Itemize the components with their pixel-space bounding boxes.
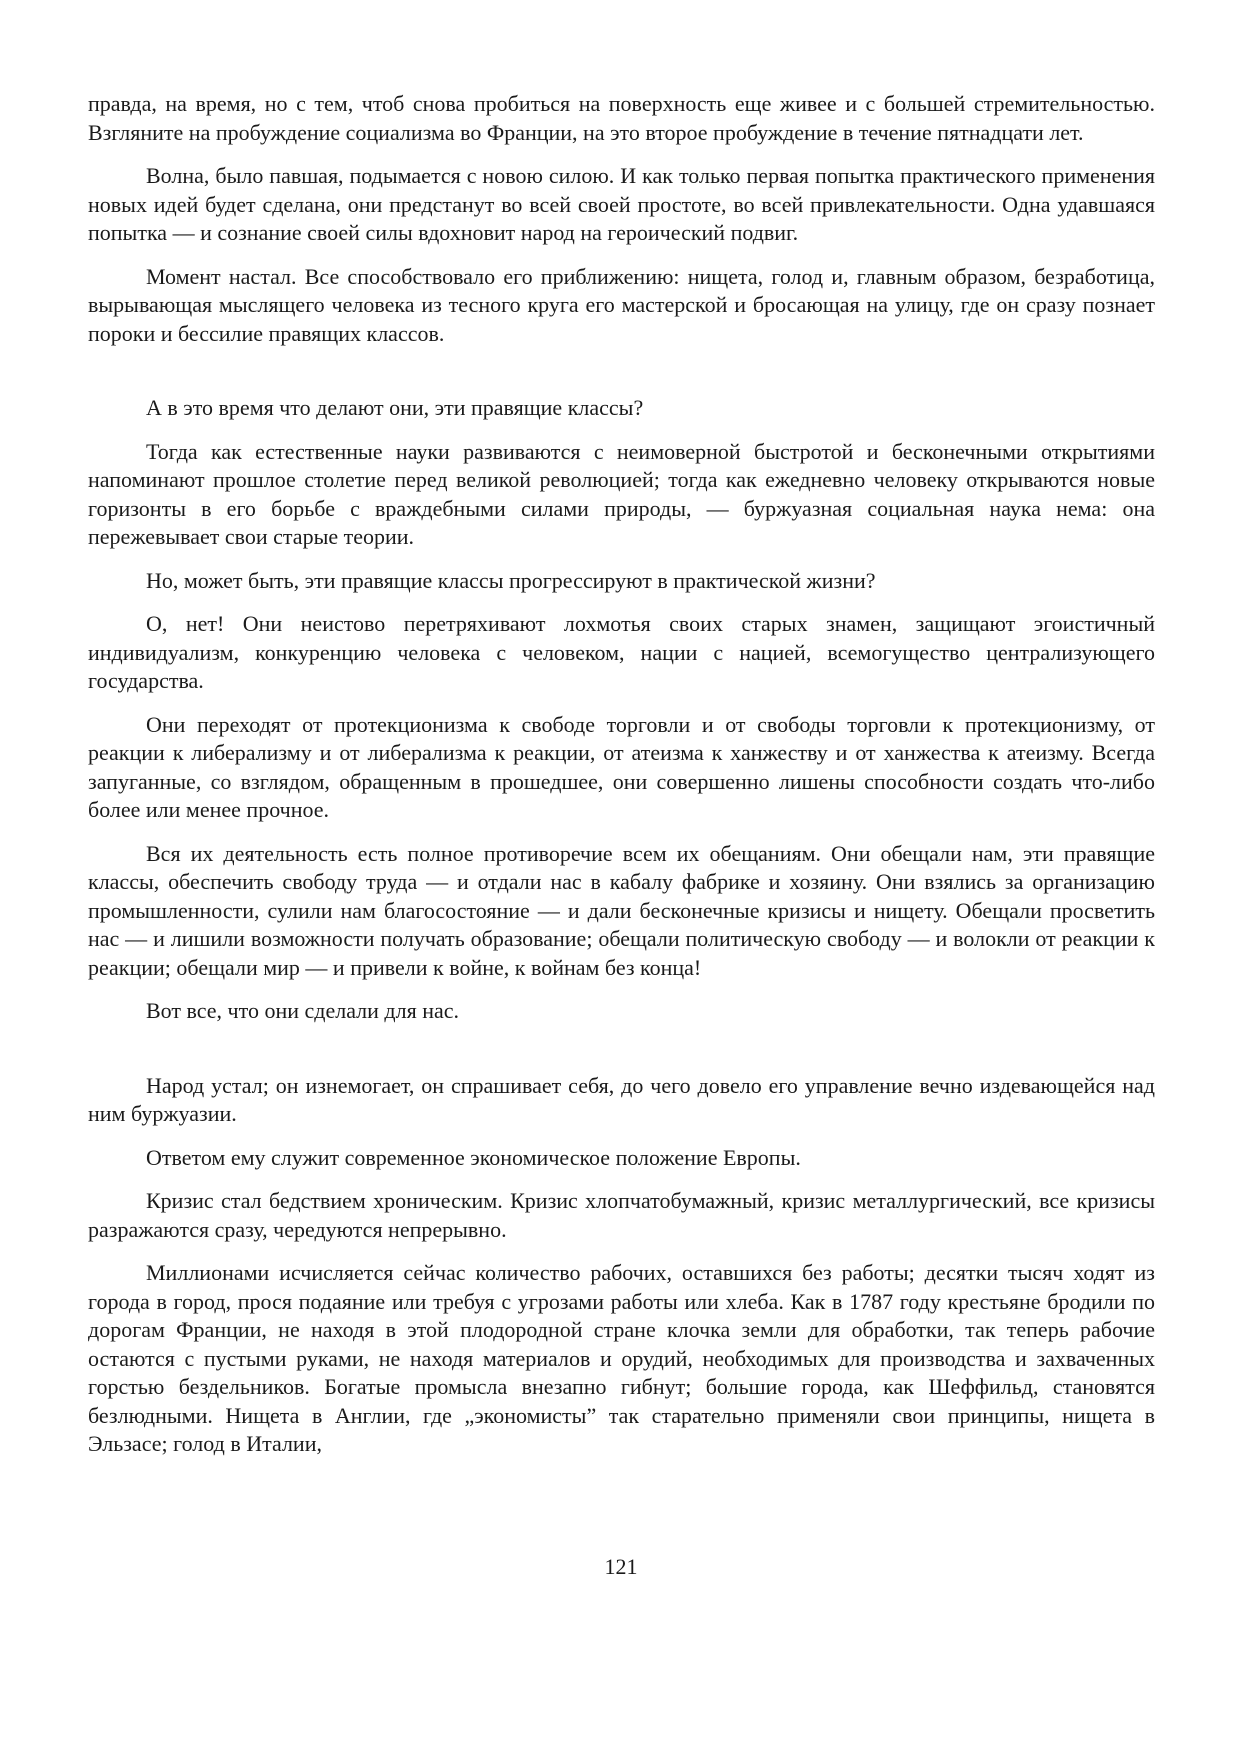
paragraph-6: Но, может быть, эти правящие классы прогрессируют в практической жизни? bbox=[146, 567, 876, 593]
paragraph-3: Момент настал. Все способствовало его приближению: нищета, голод и, главным образом, безработица, вырывающая мыслящего человека из тесного круга его мастерской и бросающая на улицу, где он сразу познает пороки и бессилие правящих классов. bbox=[88, 263, 1155, 346]
body-text bbox=[88, 90, 1155, 1474]
paragraph-1: правда, на время, но с тем, чтоб снова пробиться на поверхность еще живее и с большей стремительностью. Взгляните на пробуждение социализма во Франции, на это второе пробуждение в течение пятнадцати лет. bbox=[88, 91, 1155, 145]
paragraph-11: Народ устал; он изнемогает, он спрашивает себя, до чего довело его управление вечно издевающейся над ним буржуазии. bbox=[88, 1072, 1155, 1126]
paragraph-7: О, нет! Они неистово перетряхивают лохмотья своих старых знамен, защищают эгоистичный индивидуализм, конкуренцию человека с человеком, нации с нацией, всемогущество централизующего государства. bbox=[88, 611, 1155, 693]
paragraph-2: Волна, было павшая, подымается с новою силою. И как только первая попытка практического применения новых идей будет сделана, они предстанут во всей своей простоте, во всей привлекательности. Одна удавшаяся попытка — и сознание своей силы вдохновит народ на героический подвиг. bbox=[88, 163, 1155, 245]
paragraph-8: Они переходят от протекционизма к свободе торговли и от свободы торговли к протекционизму, от реакции к либерализму и от либерализма к реакции, от атеизма к ханжеству и от ханжества к атеизму. Всегда запуганные, со взглядом, обращенным в прошедшее, они совершенно лишены способности создать что-либо более или менее прочное. bbox=[88, 711, 1155, 822]
paragraph-4: А в это время что делают они, эти правящие классы? bbox=[146, 395, 644, 420]
paragraph-12: Ответом ему служит современное экономическое положение Европы. bbox=[146, 1144, 801, 1170]
paragraph-5: Тогда как естественные науки развиваются с неимоверной быстротой и бесконечными открытиями напоминают прошлое столетие перед великой революцией; тогда как ежедневно человеку открываются новые горизонты в его борьбе с враждебными силами природы, — буржуазная социальная наука нема: она пережевывает свои старые теории. bbox=[88, 438, 1155, 549]
page-number: 121 bbox=[604, 1554, 638, 1579]
paragraph-10: Вот все, что они сделали для нас. bbox=[146, 998, 459, 1023]
paragraph-14: Миллионами исчисляется сейчас количество рабочих, оставшихся без работы; десятки тысяч ходят из города в город, прося подаяние или требуя с угрозами работы или хлеба. Как в 1787 году крестьяне бродили по дорогам Франции, не находя в этой плодородной стране клочка земли для обработки, так теперь рабочие остаются с пустыми руками, не находя материалов и орудий, необходимых для производства и захваченных горстью бездельников. Богатые промысла внезапно гибнут; большие города, как Шеффильд, становятся безлюдными. Нищета в Англии, где „экономисты” так старательно применяли свои принципы, нищета в Эльзасе; голод в Италии, bbox=[88, 1260, 1155, 1456]
paragraph-13: Кризис стал бедствием хроническим. Кризис хлопчатобумажный, кризис металлургический, все кризисы разражаются сразу, чередуются непрерывно. bbox=[88, 1188, 1155, 1242]
paragraph-9: Вся их деятельность есть полное противоречие всем их обещаниям. Они обещали нам, эти правящие классы, обеспечить свободу труда — и отдали нас в кабалу фабрике и хозяину. Они взялись за организацию промышленности, сулили нам благосостояние — и дали бесконечные кризисы и нищету. Обещали просветить нас — и лишили возможности получать образование; обещали политическую свободу — и волокли от реакции к реакции; обещали мир — и привели к войне, к войнам без конца! bbox=[88, 840, 1155, 980]
